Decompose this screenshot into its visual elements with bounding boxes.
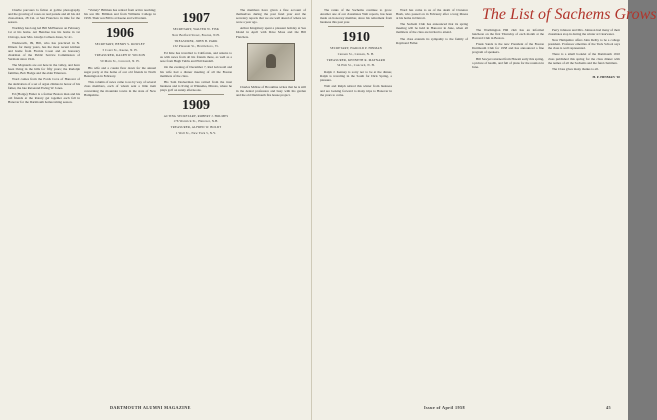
paragraph: Ed Kite has travelled to California, and returns to us with news from all his friends there, as well as a note from Hugh Tubbs and Phil Kendall.	[160, 51, 232, 64]
right-column-2	[396, 8, 468, 400]
class-officer-line: 3 Court St., Keene, N. H.	[102, 47, 138, 52]
class-year-heading: 1910	[342, 29, 370, 45]
paragraph: Ralph J. Kenney is sorry not to be at the dinner, Ralph is traveling in the South for Dick Spring, a pleasure.	[320, 70, 392, 83]
paragraph: Ed (Hodge) Fisher is a former Boston man and his old friends at the Rotary get together each fall in Hanover for the Dartmouth homecoming season.	[8, 91, 80, 104]
paragraph: The Class gives many thanks to all.	[552, 66, 599, 71]
paragraph: The ranks of the Sachems continue to grow. Another one of our classmates Walt reports, has been made an honorary member, since his retirement from business this past year.	[320, 8, 392, 25]
class-officer-line: TREASURER, JOHN B. PARK	[174, 38, 218, 43]
left-column-2	[84, 8, 156, 400]
left-column-1	[8, 8, 80, 400]
right-page	[314, 0, 657, 420]
left-page	[0, 0, 312, 420]
paragraph: Bill Sawyer returned from Hawaii early this spring, a picture of health, and full of plans for the reunion in June.	[472, 56, 544, 69]
column-signature: H. F. HINMAN '10	[592, 74, 620, 79]
paragraph: There is a small booklet of the Dartmouth 1910 class published this spring for the class dinner with the names of all the Sachems and the fund chairmen.	[548, 52, 620, 65]
right-column-4	[548, 28, 620, 400]
paragraph: Wadsworth, 99, Bill, who has practiced in N. Illinois for many years, has the most recent kitchen and home from Florida Coast and an honorary chairman of the Public Service Commission of Vermont since 1941.	[8, 40, 80, 62]
paragraph: The members have given a fine account of themselves during the past fund year and the secretary reports that we are well ahead of where we were a year ago.	[236, 8, 306, 25]
class-officer-line: TREASURER, RALPH W. WILSON	[94, 53, 146, 58]
class-member-photo	[247, 43, 295, 81]
right-column-3	[472, 28, 544, 400]
paragraph: His wife and a cousin flew down for the annual sugar party at the home of our old friends in North Bennington in February.	[84, 66, 156, 79]
class-officer-line: ACTING SECRETARY, ROBERT J. HOLMES	[163, 113, 229, 118]
class-officer-line: 1 Wall St., New York 5, N.Y.	[175, 131, 217, 136]
paragraph: This column of news came to us by way of several class members, each of whom sent a little item concerning the mountain towns in the state of New Hampshire.	[84, 80, 156, 97]
left-page-footer: DARTMOUTH ALUMNI MAGAZINE	[110, 405, 191, 410]
page-banner-title: The List of Sachems Grows	[482, 6, 657, 23]
paragraph: The class extends its sympathy to the family of Raymond Fuller.	[396, 36, 468, 45]
right-page-footer: Issue of April 1958	[424, 405, 465, 410]
class-officer-line: 50 Main St., Concord, N. H.	[100, 59, 140, 64]
paragraph: Arthur Kingsbury spent a pleasant holiday at Sea Island in April with Dave Moss and the Bill Fletchers.	[236, 26, 306, 39]
class-year-heading: 1907	[182, 11, 210, 26]
left-column-3	[160, 8, 232, 400]
class-officer-line: New Bedford Street, Boston, N.H.	[172, 32, 220, 37]
class-officer-line: 176 Warwick St., Hanover, N.H.	[173, 119, 219, 124]
class-officer-line: TREASURER, ALFRED W. BOLDT	[170, 125, 222, 130]
paragraph: The Maynards are out here in the valley, and have been living in the hills for fifty years; the Rudolph families, Bob Hodge and the elder Emerson.	[8, 63, 80, 76]
paragraph: Perry Johnson and Mrs. Johnson had many of their classmates stop in during the winter at Clearwater.	[548, 28, 620, 37]
page-number: 45	[606, 405, 611, 410]
paragraph: The Worthington Hill club has an informal luncheon on the first Thursday of each month at the Harvard Club in Boston.	[472, 28, 544, 41]
class-year-heading: 1906	[106, 25, 134, 41]
paragraph: His Sam Deckerman has retired from the trust business and is living at Winnetka, Illinois, where he plays golf on sunny afternoons.	[160, 79, 232, 92]
divider	[92, 22, 148, 23]
class-officer-line: SECRETARY, HENRY S. ROWLEY	[94, 41, 146, 46]
paragraph: Walt and Ralph retired this winter from business and are looking forward to many trips to Hanover in the years to come.	[320, 84, 392, 97]
paragraph: Charles McRae of Brookline writes that he is still in the dental profession and busy with his garden and the old Dartmouth fire house project.	[236, 84, 306, 97]
class-officer-line: SECRETARY, HAROLD P. HINMAN	[329, 45, 383, 50]
paragraph: New Hampshire offers John Delby to be a college president. Professor emeritus of the Tuck School says the class is well represented.	[548, 38, 620, 51]
left-column-4	[236, 8, 306, 400]
class-year-heading: 1909	[182, 97, 210, 113]
paragraph: "Variety" Billman has retired from active teaching; his son Mr. Billman and from Williams College in 1958. Their son Bill is at Keene and will return.	[84, 8, 156, 21]
paragraph: The Sachem Club has announced that its spring meeting will be held in Hanover in June, when all members of the class are invited to attend.	[396, 22, 468, 35]
paragraph: On the evening of December 7, Red Griswold and his wife had a dinner meeting of all the Boston members of the class.	[160, 65, 232, 78]
class-officer-line: 54 Elm St., Concord, N. H.	[337, 63, 375, 68]
paragraph: Word has come to us of the death of Clarence Bush, who passed on in February after a long illness at his home in Detroit.	[396, 8, 468, 21]
right-column-1	[320, 8, 392, 400]
divider	[328, 26, 384, 27]
paragraph: Worthley has long led Bill McPherson on February 1st at his home. Art Hendree has his home in 1st Chicago, near Mrs. Gladys Colleen Jones, Sc 41.	[8, 26, 80, 39]
paragraph: Word comes from the Fords Cove of Hanover of the dedication of a set of organ chimes in honor of his father, the late Reverend Ewing W. Jones.	[8, 77, 80, 90]
class-officer-line: Canaan St., Canaan, N. H.	[337, 51, 375, 56]
class-officer-line: TREASURER, KENNETH R. MAYNARD	[326, 57, 386, 62]
paragraph: Frank Sands is the new President of the Boston Dartmouth Club for 1958 and has announced a fine program of speakers.	[472, 42, 544, 55]
divider	[168, 94, 224, 95]
class-officer-line: 132 Pleasant St., Brattleboro, Vt.	[172, 44, 220, 49]
class-officer-line: SECRETARY, WALTER W. FISK	[172, 27, 220, 31]
paragraph: Charlie parcours la fulton at gobbe photography and the growing of roses on real parade and all his old class-mates, 28 Cal. at San Francisco in time for the season.	[8, 8, 80, 25]
